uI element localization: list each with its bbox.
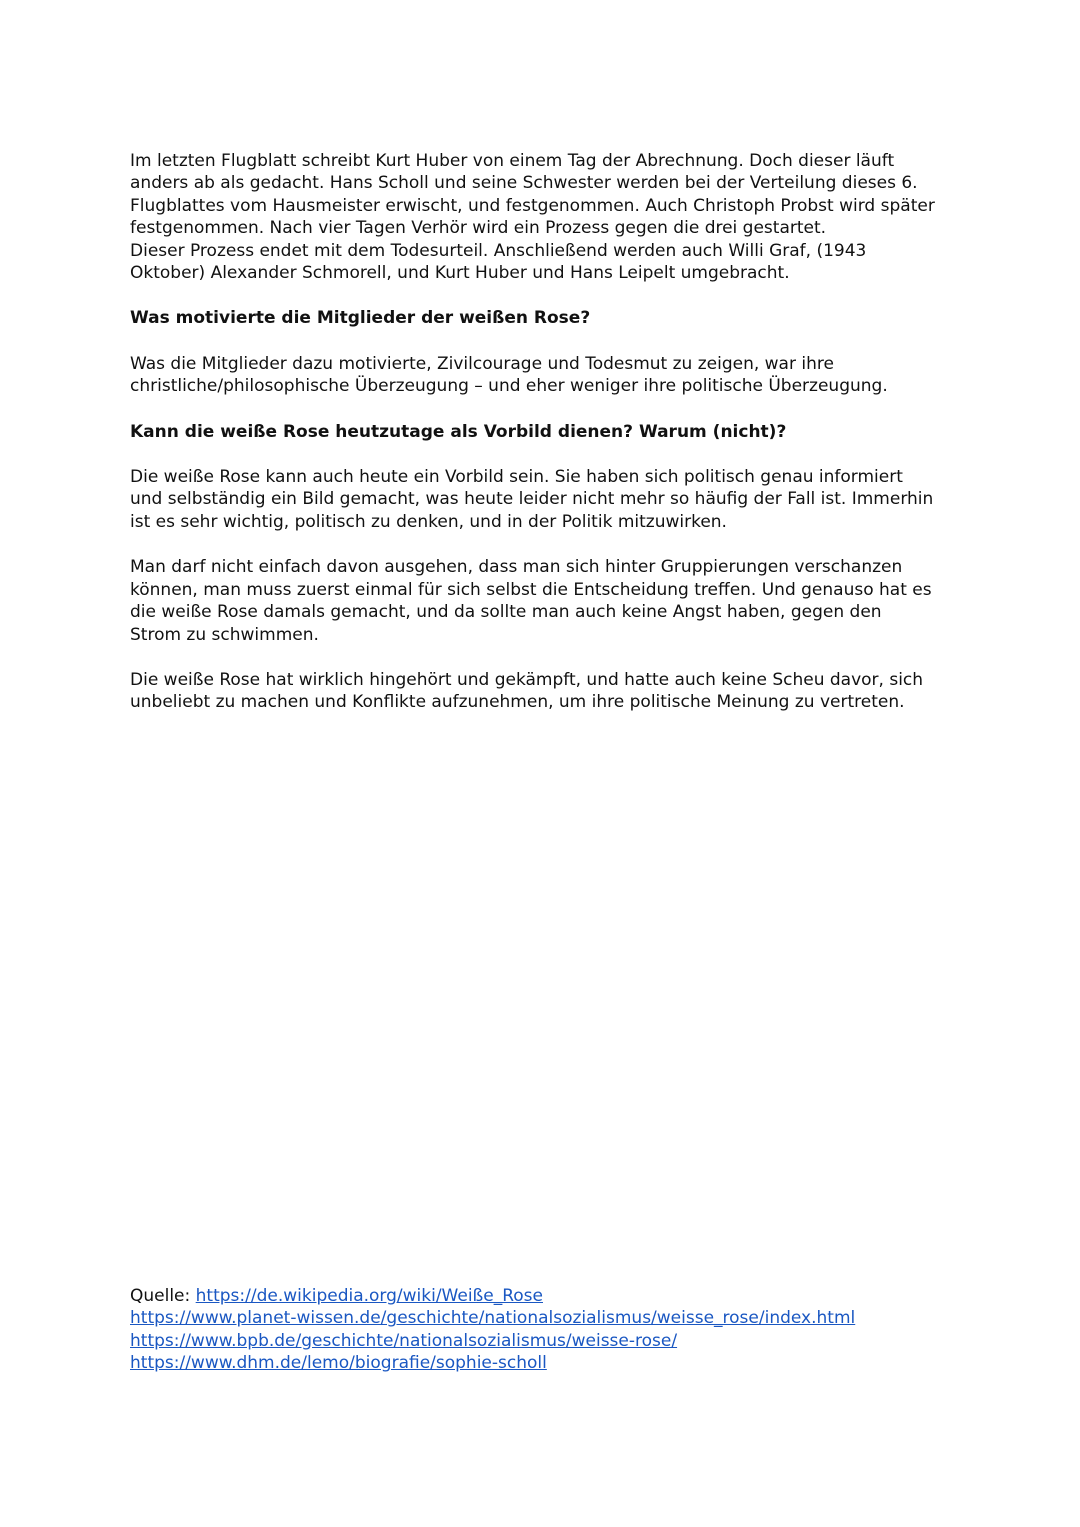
source-link-bpb[interactable]: https://www.bpb.de/geschichte/nationalsozialismus/weisse-rose/ <box>130 1330 678 1351</box>
heading-motivation: Was motivierte die Mitglieder der weißen Rose? <box>130 308 591 329</box>
spacer <box>130 330 960 353</box>
text-line: Flugblattes vom Hausmeister erwischt, und festgenommen. Auch Christoph Probst wird später <box>130 195 935 216</box>
source-line <box>130 1307 960 1329</box>
paragraph-role-model <box>130 466 960 533</box>
sources-section <box>130 1285 960 1375</box>
text-line: Man darf nicht einfach davon ausgehen, dass man sich hinter Gruppierungen verschanzen <box>130 557 903 578</box>
spacer <box>130 443 960 466</box>
text-line: und selbständig ein Bild gemacht, was heute leider nicht mehr so häufig der Fall ist. Immerhin <box>130 489 934 510</box>
source-link-planet-wissen[interactable]: https://www.planet-wissen.de/geschichte/nationalsozialismus/weisse_rose/index.html <box>130 1308 856 1329</box>
paragraph-motivation <box>130 353 960 398</box>
paragraph-courage <box>130 669 960 714</box>
text-line: ist es sehr wichtig, politisch zu denken, und in der Politik mitzuwirken. <box>130 511 727 532</box>
text-line: Im letzten Flugblatt schreibt Kurt Huber von einem Tag der Abrechnung. Doch dieser läuft <box>130 151 895 171</box>
source-link-dhm[interactable]: https://www.dhm.de/lemo/biografie/sophie-scholl <box>130 1353 547 1374</box>
text-line: anders ab als gedacht. Hans Scholl und seine Schwester werden bei der Verteilung dieses 6. <box>130 173 918 194</box>
spacer <box>130 398 960 421</box>
paragraph-own-decision <box>130 556 960 646</box>
source-line <box>130 1330 960 1352</box>
sources-label: Quelle: <box>130 1286 196 1306</box>
text-line: Die weiße Rose hat wirklich hingehört und gekämpft, und hatte auch keine Scheu davor, sich <box>130 669 924 690</box>
text-line: christliche/philosophische Überzeugung – und eher weniger ihre politische Überzeugung. <box>130 376 888 397</box>
text-line: Was die Mitglieder dazu motivierte, Zivilcourage und Todesmut zu zeigen, war ihre <box>130 353 834 374</box>
document-body <box>130 150 960 714</box>
spacer <box>130 284 960 307</box>
source-line <box>130 1352 960 1374</box>
text-line: festgenommen. Nach vier Tagen Verhör wird ein Prozess gegen die drei gestartet. <box>130 218 827 239</box>
text-line: Oktober) Alexander Schmorell, und Kurt Huber und Hans Leipelt umgebracht. <box>130 263 790 284</box>
source-link-wikipedia[interactable]: https://de.wikipedia.org/wiki/Weiße_Rose <box>195 1286 543 1306</box>
text-line: die weiße Rose damals gemacht, und da sollte man auch keine Angst haben, gegen den <box>130 602 882 623</box>
text-line: können, man muss zuerst einmal für sich selbst die Entscheidung treffen. Und genauso hat es <box>130 579 932 600</box>
text-line: unbeliebt zu machen und Konflikte aufzunehmen, um ihre politische Meinung zu vertreten. <box>130 692 905 713</box>
heading-role-model: Kann die weiße Rose heutzutage als Vorbild dienen? Warum (nicht)? <box>130 421 787 442</box>
paragraph-arrest-and-trial <box>130 150 960 284</box>
spacer <box>130 646 960 669</box>
text-line: Strom zu schwimmen. <box>130 624 319 645</box>
source-line <box>130 1285 960 1307</box>
text-line: Dieser Prozess endet mit dem Todesurteil. Anschließend werden auch Willi Graf, (1943 <box>130 240 867 261</box>
text-line: Die weiße Rose kann auch heute ein Vorbild sein. Sie haben sich politisch genau informiert <box>130 467 903 488</box>
spacer <box>130 533 960 556</box>
